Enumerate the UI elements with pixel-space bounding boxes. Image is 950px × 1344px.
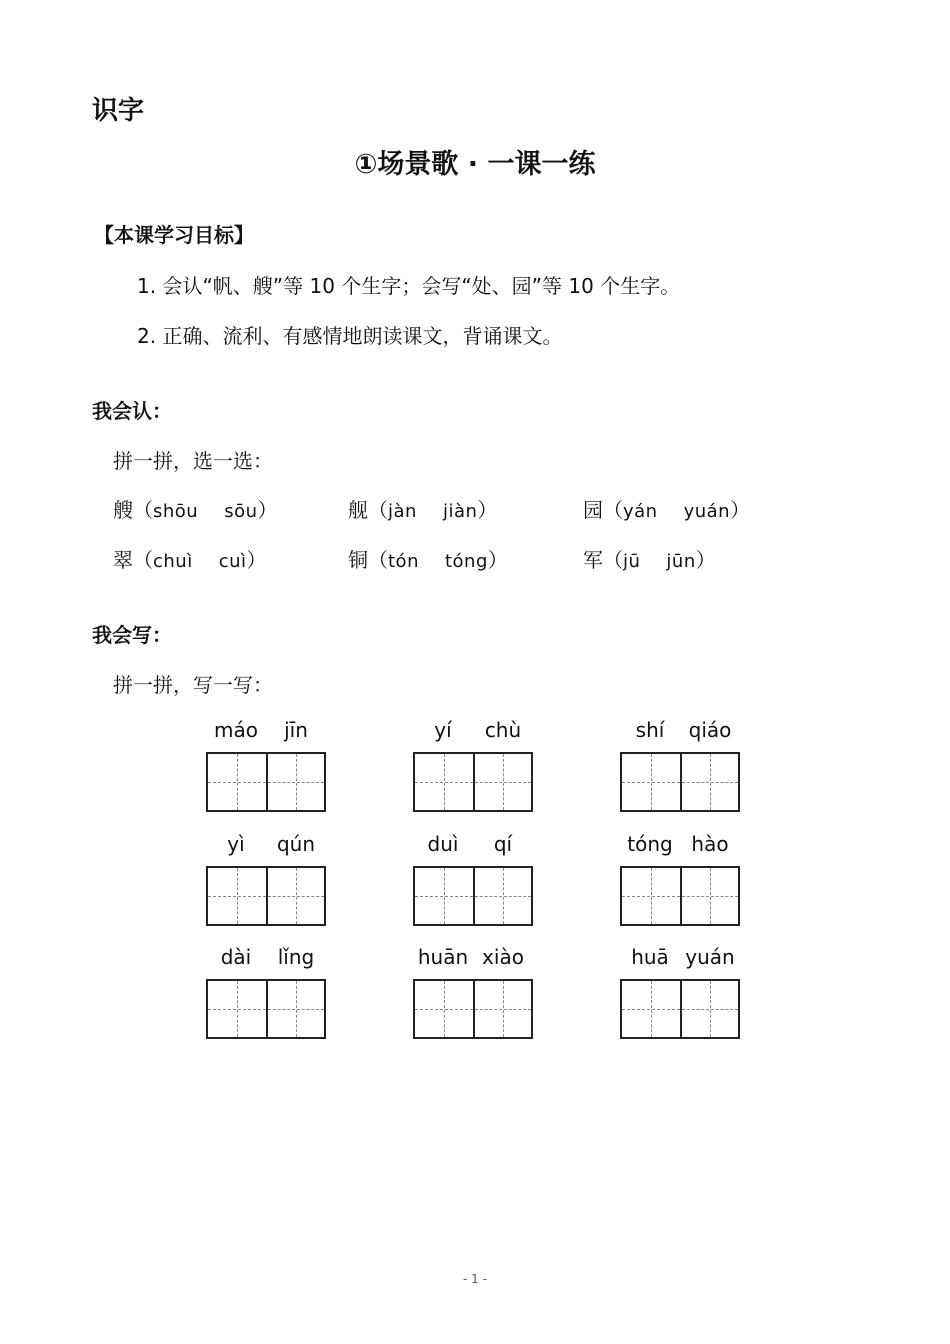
writing-word (413, 945, 533, 975)
writing-word (206, 718, 326, 748)
choice-option-1[interactable]: chuì (153, 551, 193, 572)
goal-item-2: 2. 正确、流利、有感情地朗读课文，背诵课文。 (137, 324, 563, 348)
word-pinyin: huā (631, 945, 669, 969)
tian-box[interactable] (266, 981, 324, 1037)
tian-box[interactable] (680, 981, 738, 1037)
choice-option-1[interactable]: jàn (388, 501, 417, 522)
tian-grid-pair (620, 866, 740, 926)
word-pinyin: qiáo (688, 718, 732, 742)
word-pinyin: jīn (284, 718, 308, 742)
choice-item: 铜（tón tóng） (348, 548, 508, 572)
writing-word (413, 718, 533, 748)
tian-grid-pair (413, 752, 533, 812)
choice-option-1[interactable]: yán (623, 501, 658, 522)
tian-grid-pair (620, 752, 740, 812)
tian-grid-pair (206, 979, 326, 1039)
writing-word (620, 945, 740, 975)
tian-grid-pair (413, 979, 533, 1039)
word-pinyin: huān (417, 945, 469, 969)
choice-char: 园 (583, 498, 603, 522)
tian-box[interactable] (208, 754, 266, 810)
recognize-instruction: 拼一拼，选一选： (113, 449, 273, 473)
goal-item-1: 1. 会认“帆、艘”等 10 个生字；会写“处、园”等 10 个生字。 (137, 274, 681, 298)
choice-option-1[interactable]: jū (623, 551, 641, 572)
word-pinyin: máo (214, 718, 258, 742)
writing-word (620, 718, 740, 748)
tian-box[interactable] (208, 868, 266, 924)
writing-word (620, 832, 740, 862)
choice-char: 铜 (348, 548, 368, 572)
word-pinyin: xiào (482, 945, 524, 969)
choice-item: 艘（shōu sōu） (113, 498, 278, 522)
choice-option-2[interactable]: jūn (666, 551, 696, 572)
tian-box[interactable] (680, 868, 738, 924)
writing-word (206, 945, 326, 975)
choice-option-1[interactable]: shōu (153, 501, 199, 522)
choice-option-2[interactable]: tóng (444, 551, 488, 572)
write-heading: 我会写： (92, 623, 172, 647)
tian-box[interactable] (473, 868, 531, 924)
choice-char: 艘 (113, 498, 133, 522)
tian-box[interactable] (622, 754, 680, 810)
recognize-heading: 我会认： (92, 399, 172, 423)
word-pinyin: lǐng (277, 945, 315, 969)
choice-char: 舰 (348, 498, 368, 522)
tian-box[interactable] (622, 981, 680, 1037)
word-pinyin: shí (635, 718, 665, 742)
tian-box[interactable] (473, 754, 531, 810)
word-pinyin: chù (484, 718, 522, 742)
word-pinyin: tóng (627, 832, 673, 856)
tian-box[interactable] (473, 981, 531, 1037)
choice-item: 翠（chuì cuì） (113, 548, 267, 572)
choice-item: 军（jū jūn） (583, 548, 716, 572)
tian-box[interactable] (680, 754, 738, 810)
unit-title: 识字 (92, 96, 145, 126)
choice-item: 舰（jàn jiàn） (348, 498, 498, 522)
choice-char: 翠 (113, 548, 133, 572)
choice-option-2[interactable]: sōu (224, 501, 258, 522)
page-number: - 1 - (463, 1272, 487, 1286)
choice-item: 园（yán yuán） (583, 498, 751, 522)
tian-box[interactable] (415, 868, 473, 924)
word-pinyin: qún (276, 832, 316, 856)
word-pinyin: qí (493, 832, 513, 856)
choice-option-2[interactable]: yuán (683, 501, 731, 522)
tian-box[interactable] (208, 981, 266, 1037)
tian-grid-pair (206, 752, 326, 812)
tian-box[interactable] (415, 754, 473, 810)
goals-heading: 【本课学习目标】 (94, 223, 254, 247)
word-pinyin: dài (220, 945, 252, 969)
word-pinyin: yuán (685, 945, 735, 969)
tian-grid-pair (206, 866, 326, 926)
choice-option-2[interactable]: cuì (218, 551, 247, 572)
word-pinyin: yí (434, 718, 452, 742)
writing-word (206, 832, 326, 862)
tian-box[interactable] (622, 868, 680, 924)
tian-grid-pair (620, 979, 740, 1039)
tian-box[interactable] (415, 981, 473, 1037)
tian-box[interactable] (266, 754, 324, 810)
choice-option-1[interactable]: tón (388, 551, 419, 572)
writing-word (413, 832, 533, 862)
word-pinyin: duì (427, 832, 459, 856)
word-pinyin: hào (691, 832, 729, 856)
lesson-title: ①场景歌 · 一课一练 (354, 149, 596, 180)
tian-box[interactable] (266, 868, 324, 924)
choice-char: 军 (583, 548, 603, 572)
write-instruction: 拼一拼，写一写： (113, 673, 273, 697)
choice-option-2[interactable]: jiàn (442, 501, 478, 522)
word-pinyin: yì (227, 832, 245, 856)
tian-grid-pair (413, 866, 533, 926)
